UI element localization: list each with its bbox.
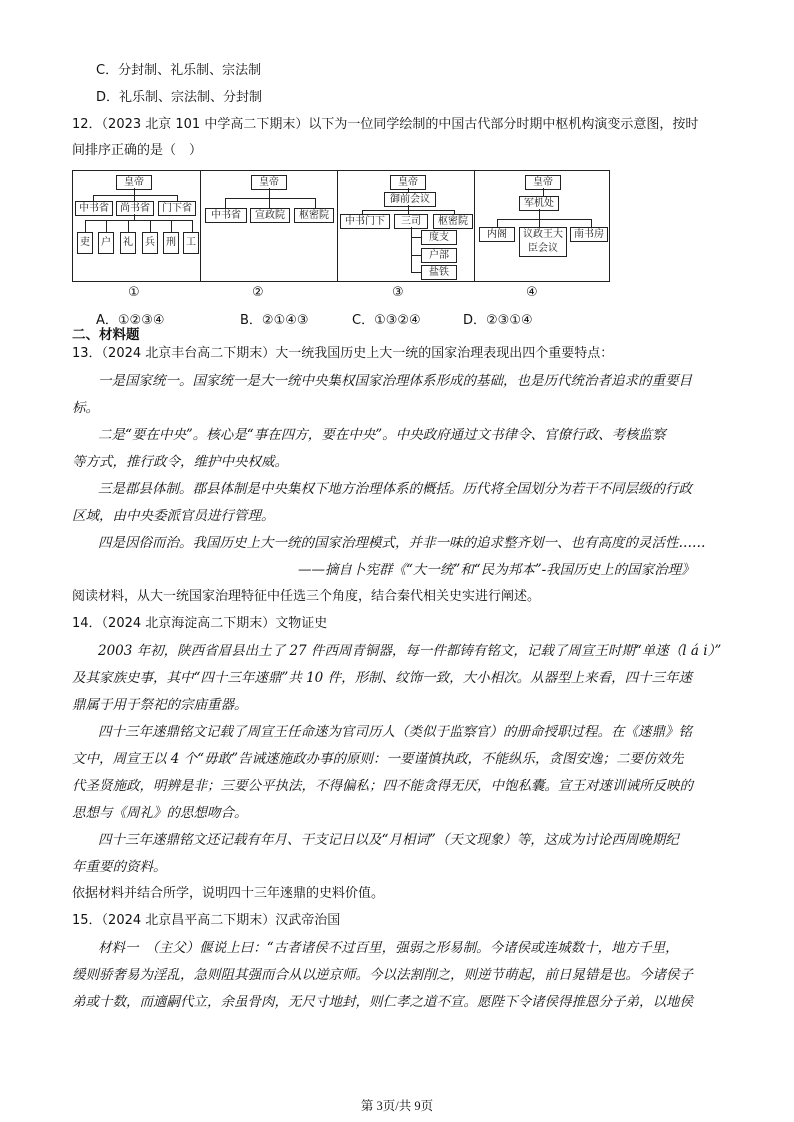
p3-hubu-box: 户部 [421, 248, 457, 263]
p1-ministry-li: 吏 [77, 232, 93, 254]
p2-emperor-box: 皇帝 [251, 175, 287, 190]
q12-option-b: B．②①④③ [240, 313, 309, 328]
p2-shumi-box: 枢密院 [294, 208, 334, 223]
q14-p2c: 代圣贤施政，明辨是非；三要公平执法，不得偏私；四不能贪得无厌，中饱私囊。宣王对逨训诫所反映的 [72, 778, 693, 794]
p4-neige-box: 内阁 [479, 227, 515, 242]
p1-menxia-box: 门下省 [158, 201, 196, 216]
p3-yantie-box: 盐铁 [421, 265, 457, 280]
q12-option-c: C．①③②④ [352, 313, 421, 328]
section-heading: 二、材料题 [72, 327, 140, 343]
diagram-panel-4 [475, 171, 609, 281]
q12-option-a: A．①②③④ [96, 313, 165, 328]
p3-council-box: 御前会议 [384, 192, 436, 207]
q13-p2a: 二是“要在中央”。核心是“事在四方，要在中央”。中央政府通过文书律令、官僚行政、考核监察 [98, 427, 666, 443]
p4-emperor-box: 皇帝 [525, 175, 561, 190]
diagram-panel-2 [201, 171, 338, 281]
q14-p2a: 四十三年逨鼎铭文记载了周宣王任命逨为官司历人（类似于监察官）的册命授职过程。在《逨鼎》铭 [98, 724, 692, 740]
q13-p1a: 一是国家统一。国家统一是大一统中央集权国家治理体系形成的基础，也是历代统治者追求的重要目 [98, 373, 692, 389]
q15-p1a: 材料一 （主父）偃说上曰：“古者诸侯不过百里，强弱之形易制。今诸侯或连城数十，地方千里， [98, 940, 679, 956]
page-footer: 第 3页/共 9页 [360, 1099, 434, 1113]
q14-p1a: 2003 年初，陕西省眉县出土了 27 件西周青铜器，每一件都铸有铭文，记载了周宣王时期“单逨（l á i）” [98, 643, 722, 659]
q11-option-d: D．礼乐制、宗法制、分封制 [96, 90, 263, 105]
q12-stem-line2: 间排序正确的是（ ） [72, 143, 203, 158]
diagram-panel-3 [338, 171, 475, 281]
q14-p3b: 年重要的资料。 [72, 859, 167, 875]
diagram-label-4: ④ [526, 285, 538, 300]
q14-p2d: 思想与《周礼》的思想吻合。 [72, 805, 248, 821]
p3-shumi-box: 枢密院 [433, 214, 473, 229]
p1-ministry-xing: 刑 [163, 232, 179, 254]
p1-ministry-bing: 兵 [142, 232, 158, 254]
p1-zhongshu-box: 中书省 [75, 201, 113, 216]
q13-p3a: 三是郡县体制。郡县体制是中央集权下地方治理体系的概括。历代将全国划分为若干不同层级的行政 [98, 481, 692, 497]
p4-junjichu-box: 军机处 [519, 196, 559, 211]
p1-ministry-li-rites: 礼 [120, 232, 136, 254]
q13-p4: 四是因俗而治。我国历史上大一统的国家治理模式，并非一味的追求整齐划一、也有高度的灵活性…… [98, 535, 706, 551]
central-institutions-diagram [72, 170, 610, 282]
q13-p2b: 等方式，推行政令，维护中央权威。 [72, 454, 288, 470]
q14-task: 依据材料并结合所学，说明四十三年逨鼎的史料价值。 [72, 886, 385, 901]
p4-yizheng-box: 议政王大臣会议 [519, 227, 567, 257]
p2-xuanzheng-box: 宣政院 [250, 208, 290, 223]
q12-option-d: D．②③①④ [463, 313, 533, 328]
q15-p1c: 弟或十数，而適嗣代立，余虽骨肉，无尺寸地封，则仁孝之道不宣。愿陛下令诸侯得推恩分子弟，以地侯 [72, 994, 693, 1010]
p3-zhongshu-menxia-box: 中书门下 [340, 214, 390, 229]
diagram-label-1: ① [128, 285, 140, 300]
q14-p2b: 文中，周宣王以 4 个“毋敢”告诫逨施政办事的原则：一要谨慎执政，不能纵乐，贪图安逸；二要仿效先 [72, 751, 684, 767]
diagram-label-2: ② [252, 285, 264, 300]
p1-ministry-hu: 户 [98, 232, 114, 254]
p3-emperor-box: 皇帝 [390, 175, 426, 190]
p1-emperor-box: 皇帝 [116, 175, 152, 190]
q14-p1c: 鼎属于用于祭祀的宗庙重器。 [72, 697, 248, 713]
q13-p1b: 标。 [72, 400, 99, 416]
diagram-label-3: ③ [392, 285, 404, 300]
q11-option-c: C．分封制、礼乐制、宗法制 [96, 63, 262, 78]
q15-stem: 15．（2024 北京昌平高二下期末）汉武帝治国 [72, 913, 341, 928]
p3-sansi-box: 三司 [394, 214, 428, 229]
q12-stem-line1: 12．（2023 北京 101 中学高二下期末）以下为一位同学绘制的中国古代部分时期中枢机构演变示意图，按时 [72, 117, 699, 132]
q13-stem: 13．（2024 北京丰台高二下期末）大一统我国历史上大一统的国家治理表现出四个重要特点： [72, 346, 614, 361]
q14-p1b: 及其家族史事，其中“四十三年逨鼎”共 10 件，形制、纹饰一致，大小相次。从器型上来看，四十三年逨 [72, 670, 693, 686]
p4-nanshufang-box: 南书房 [570, 227, 608, 242]
p2-zhongshu-box: 中书省 [205, 208, 247, 223]
p1-shangshu-box: 尚书省 [116, 201, 154, 216]
diagram-panel-1 [73, 171, 201, 281]
q15-p1b: 缓则骄奢易为淫乱，急则阻其强而合从以逆京师。今以法割削之，则逆节萌起，前日晁错是也。今诸侯子 [72, 967, 693, 983]
p1-ministry-gong: 工 [183, 232, 199, 254]
q13-p3b: 区域，由中央委派官员进行管理。 [72, 508, 275, 524]
q13-task: 阅读材料，从大一统国家治理特征中任选三个角度，结合秦代相关史实进行阐述。 [72, 589, 541, 604]
p3-duzhi-box: 度支 [421, 230, 457, 245]
q14-stem: 14．（2024 北京海淀高二下期末）文物证史 [72, 616, 328, 631]
q14-p3a: 四十三年逨鼎铭文还记载有年月、干支记日以及“月相词”（天文现象）等，这成为讨论西周晚期纪 [98, 832, 679, 848]
q13-source: ——摘自卜宪群《“大一统”和“民为邦本”-我国历史上的国家治理》 [298, 562, 695, 578]
